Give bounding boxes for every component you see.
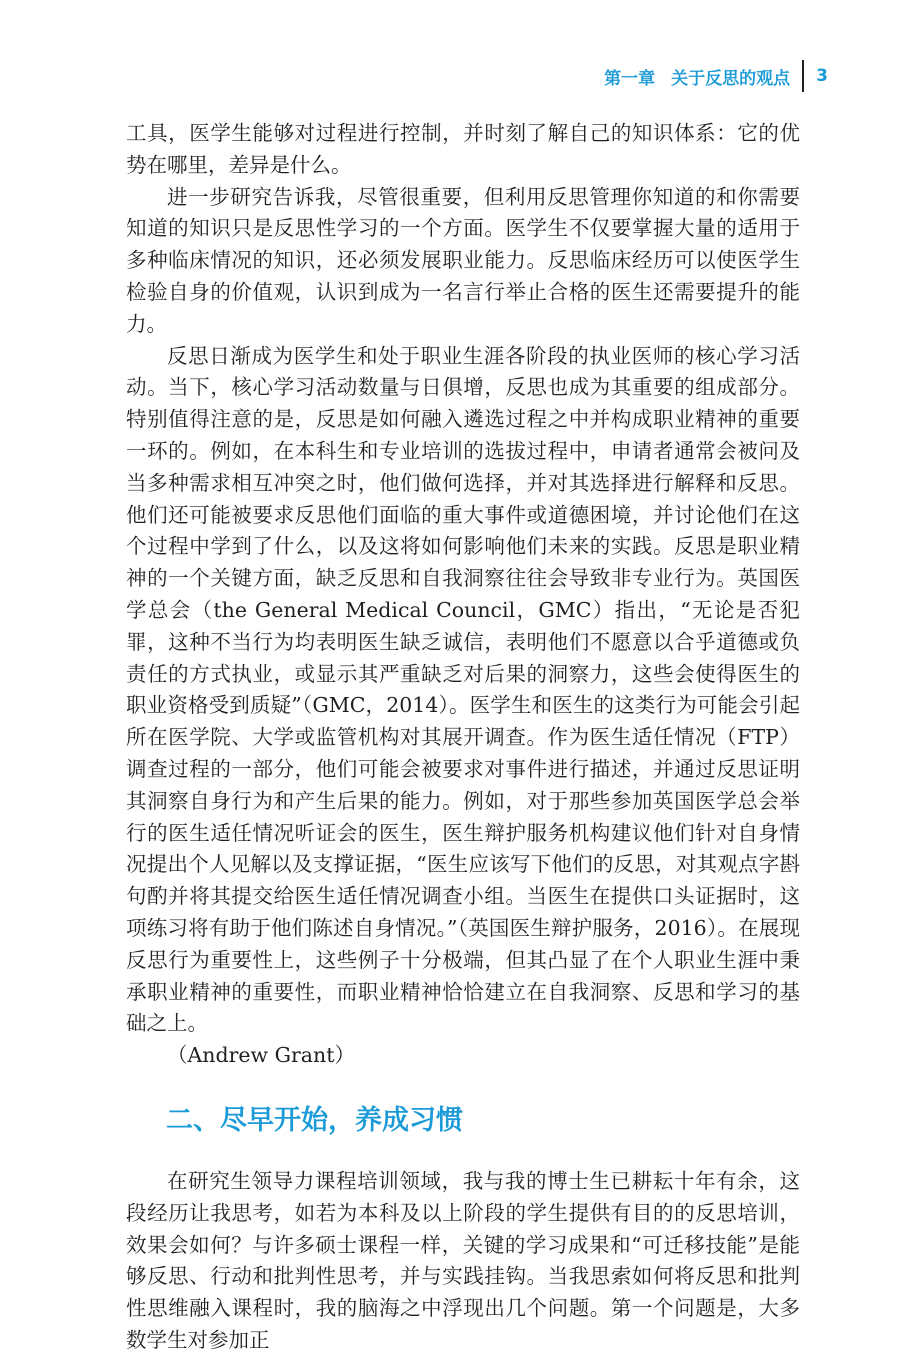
chapter-title: 关于反思的观点 (671, 68, 791, 89)
body-paragraph: 反思日渐成为医学生和处于职业生涯各阶段的执业医师的核心学习活动。当下，核心学习活动数量与日俱增，反思也成为其重要的组成部分。特别值得注意的是，反思是如何融入遴选过程之中并构成职业精神的重要一环的。例如，在本科生和专业培训的选拔过程中，申请者通常会被问及当多种需求相互冲突之时，他们做何选择，并对其选择进行解释和反思。他们还可能被要求反思他们面临的重大事件或道德困境，并讨论他们在这个过程中学到了什么，以及这将如何影响他们未来的实践。反思是职业精神的一个关键方面，缺乏反思和自我洞察往往会导致非专业行为。英国医学总会（the General Medical Council，GMC）指出，“无论是否犯罪，这种不当行为均表明医生缺乏诚信，表明他们不愿意以合乎道德或负责任的方式执业，或显示其严重缺乏对后果的洞察力，这些会使得医生的职业资格受到质疑”（GMC，2014）。医学生和医生的这类行为可能会引起所在医学院、大学或监管机构对其展开调查。作为医生适任情况（FTP）调查过程的一部分，他们可能会被要求对事件进行描述，并通过反思证明其洞察自身行为和产生后果的能力。例如，对于那些参加英国医学总会举行的医生适任情况听证会的医生，医生辩护服务机构建议他们针对自身情况提出个人见解以及支撑证据，“医生应该写下他们的反思，对其观点字斟句酌并将其提交给医生适任情况调查小组。当医生在提供口头证据时，这项练习将有助于他们陈述自身情况。”（英国医生辩护服务，2016）。在展现反思行为重要性上，这些例子十分极端，但其凸显了在个人职业生涯中秉承职业精神的重要性，而职业精神恰恰建立在自我洞察、反思和学习的基础之上。 (126, 343, 800, 1036)
running-header (604, 60, 828, 92)
header-divider (802, 60, 804, 92)
chapter-label: 第一章 (604, 68, 656, 89)
attribution: （Andrew Grant） (167, 1043, 355, 1068)
body-paragraph: 进一步研究告诉我，尽管很重要，但利用反思管理你知道的和你需要知道的知识只是反思性学习的一个方面。医学生不仅要掌握大量的适用于多种临床情况的知识，还必须发展职业能力。反思临床经历可以使医学生检验自身的价值观，认识到成为一名言行举止合格的医生还需要提升的能力。 (126, 184, 800, 336)
page-body (126, 118, 800, 1357)
page-number: 3 (816, 66, 828, 86)
body-paragraph: 在研究生领导力课程培训领域，我与我的博士生已耕耘十年有余，这段经历让我思考，如若为本科及以上阶段的学生提供有目的的反思培训，效果会如何？与许多硕士课程一样，关键的学习成果和“可迁移技能”是能够反思、行动和批判性思考，并与实践挂钩。当我思索如何将反思和批判性思维融入课程时，我的脑海之中浮现出几个问题。第一个问题是，大多数学生对参加正 (126, 1168, 800, 1352)
body-paragraph: 工具，医学生能够对过程进行控制，并时刻了解自己的知识体系：它的优势在哪里，差异是什么。 (126, 121, 800, 177)
section-heading: 二、尽早开始，养成习惯 (166, 1104, 463, 1136)
